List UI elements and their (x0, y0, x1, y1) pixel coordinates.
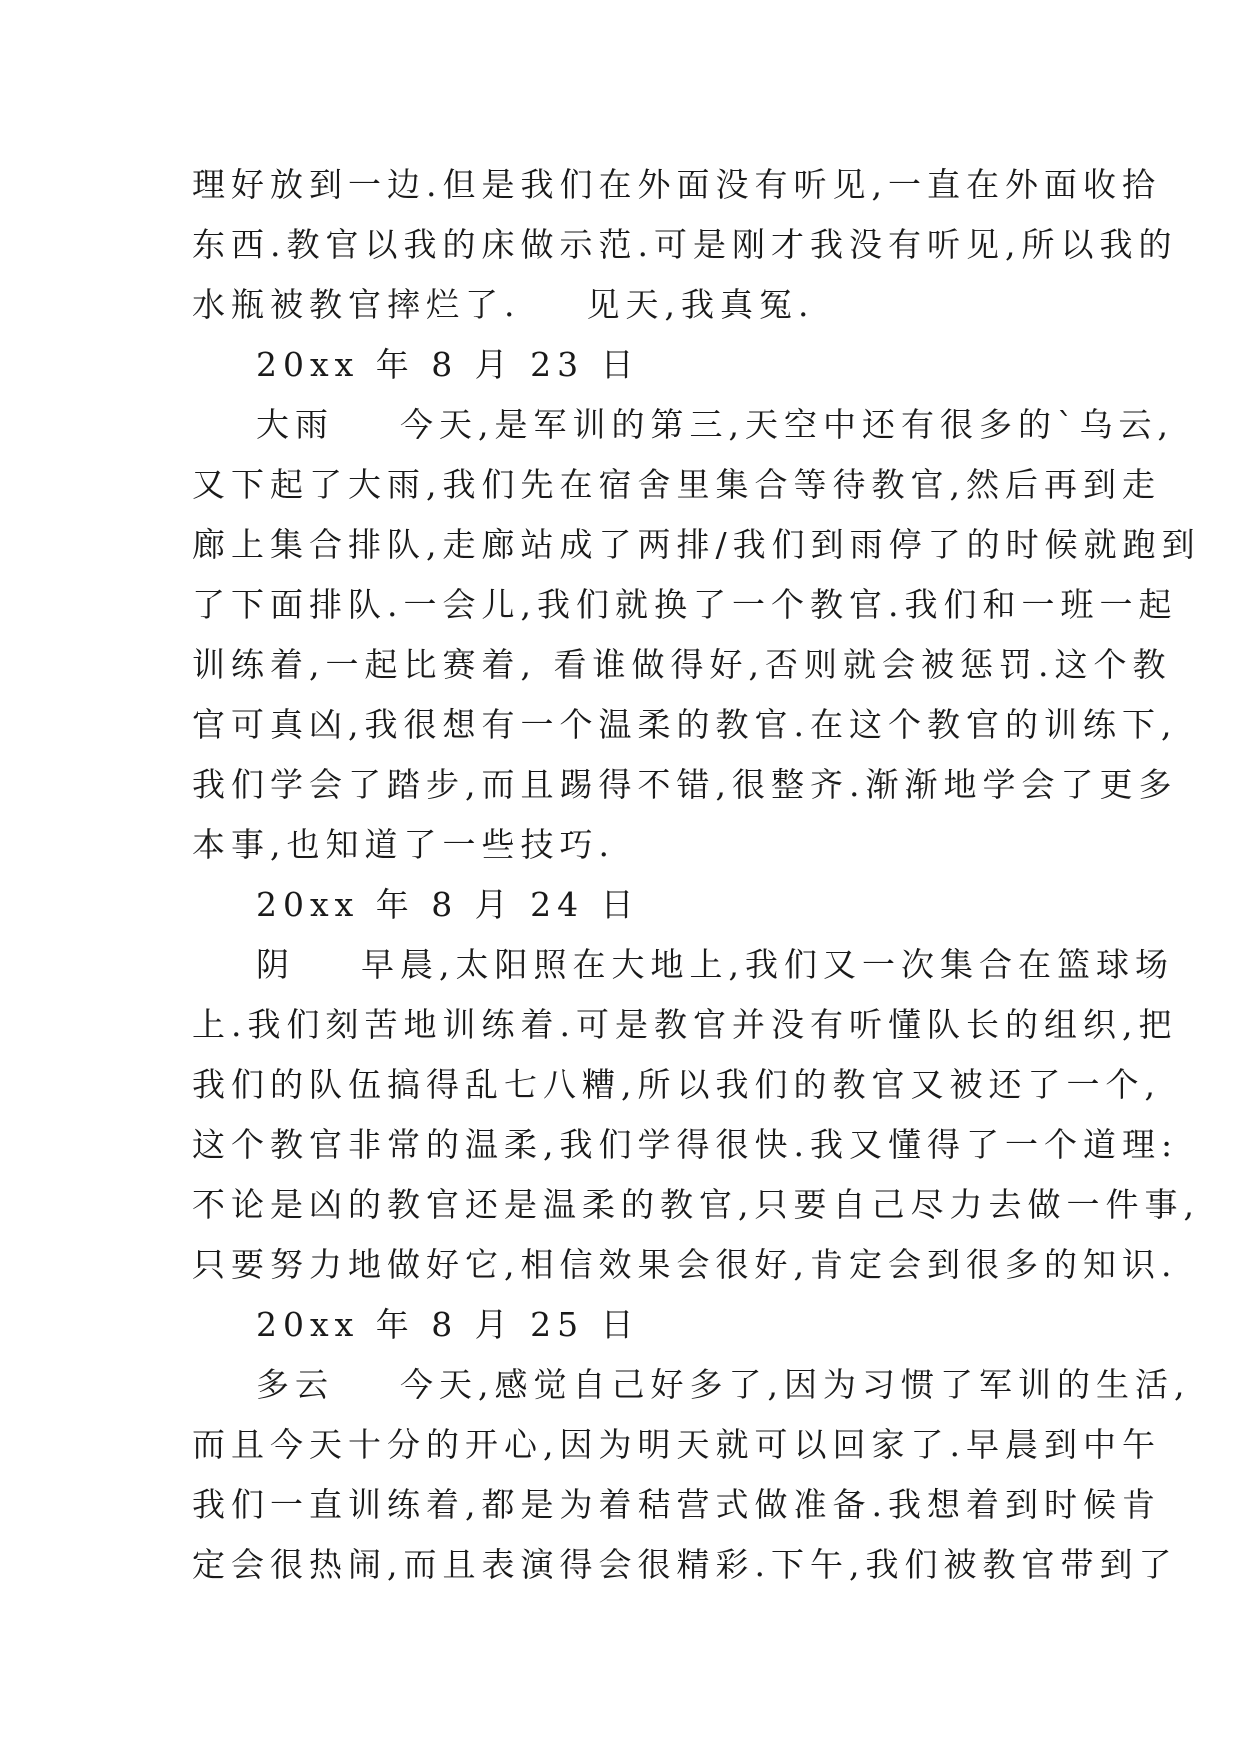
text-line: 东西.教官以我的床做示范.可是刚才我没有听见,所以我的 (192, 225, 1178, 264)
paragraph-start: 多云 今天,感觉自己好多了,因为习惯了军训的生活, (256, 1365, 1191, 1404)
text-line: 这个教官非常的温柔,我们学得很快.我又懂得了一个道理: (192, 1125, 1179, 1164)
date-heading: 20xx 年 8 月 24 日 (256, 885, 640, 924)
diary-text (192, 155, 1201, 1595)
text-line: 定会很热闹,而且表演得会很精彩.下午,我们被教官带到了 (192, 1545, 1178, 1584)
text-line: 我们学会了踏步,而且踢得不错,很整齐.渐渐地学会了更多 (192, 765, 1178, 804)
paragraph-start: 阴 早晨,太阳照在大地上,我们又一次集合在篮球场 (256, 945, 1174, 984)
text-line: 官可真凶,我很想有一个温柔的教官.在这个教官的训练下, (192, 705, 1178, 744)
text-line: 只要努力地做好它,相信效果会很好,肯定会到很多的知识. (192, 1245, 1178, 1284)
text-line: 理好放到一边.但是我们在外面没有听见,一直在外面收拾 (192, 165, 1161, 204)
date-heading: 20xx 年 8 月 25 日 (256, 1305, 640, 1344)
text-line: 本事,也知道了一些技巧. (192, 825, 615, 864)
text-line: 廊上集合排队,走廊站成了两排/我们到雨停了的时候就跑到 (192, 525, 1201, 564)
text-line: 我们一直训练着,都是为着秸营式做准备.我想着到时候肯 (192, 1485, 1161, 1524)
text-line: 了下面排队.一会儿,我们就换了一个教官.我们和一班一起 (192, 585, 1178, 624)
text-line: 水瓶被教官摔烂了. 见天,我真冤. (192, 285, 815, 324)
text-line: 训练着,一起比赛着, 看谁做得好,否则就会被惩罚.这个教 (192, 645, 1172, 684)
text-line: 而且今天十分的开心,因为明天就可以回家了.早晨到中午 (192, 1425, 1161, 1464)
text-line: 不论是凶的教官还是温柔的教官,只要自己尽力去做一件事, (192, 1185, 1200, 1224)
date-heading: 20xx 年 8 月 23 日 (256, 345, 640, 384)
text-line: 我们的队伍搞得乱七八糟,所以我们的教官又被还了一个, (192, 1065, 1161, 1104)
text-line: 又下起了大雨,我们先在宿舍里集合等待教官,然后再到走 (192, 465, 1161, 504)
paragraph-start: 大雨 今天,是军训的第三,天空中还有很多的`乌云, (256, 405, 1174, 444)
text-line: 上.我们刻苦地训练着.可是教官并没有听懂队长的组织,把 (192, 1005, 1178, 1044)
